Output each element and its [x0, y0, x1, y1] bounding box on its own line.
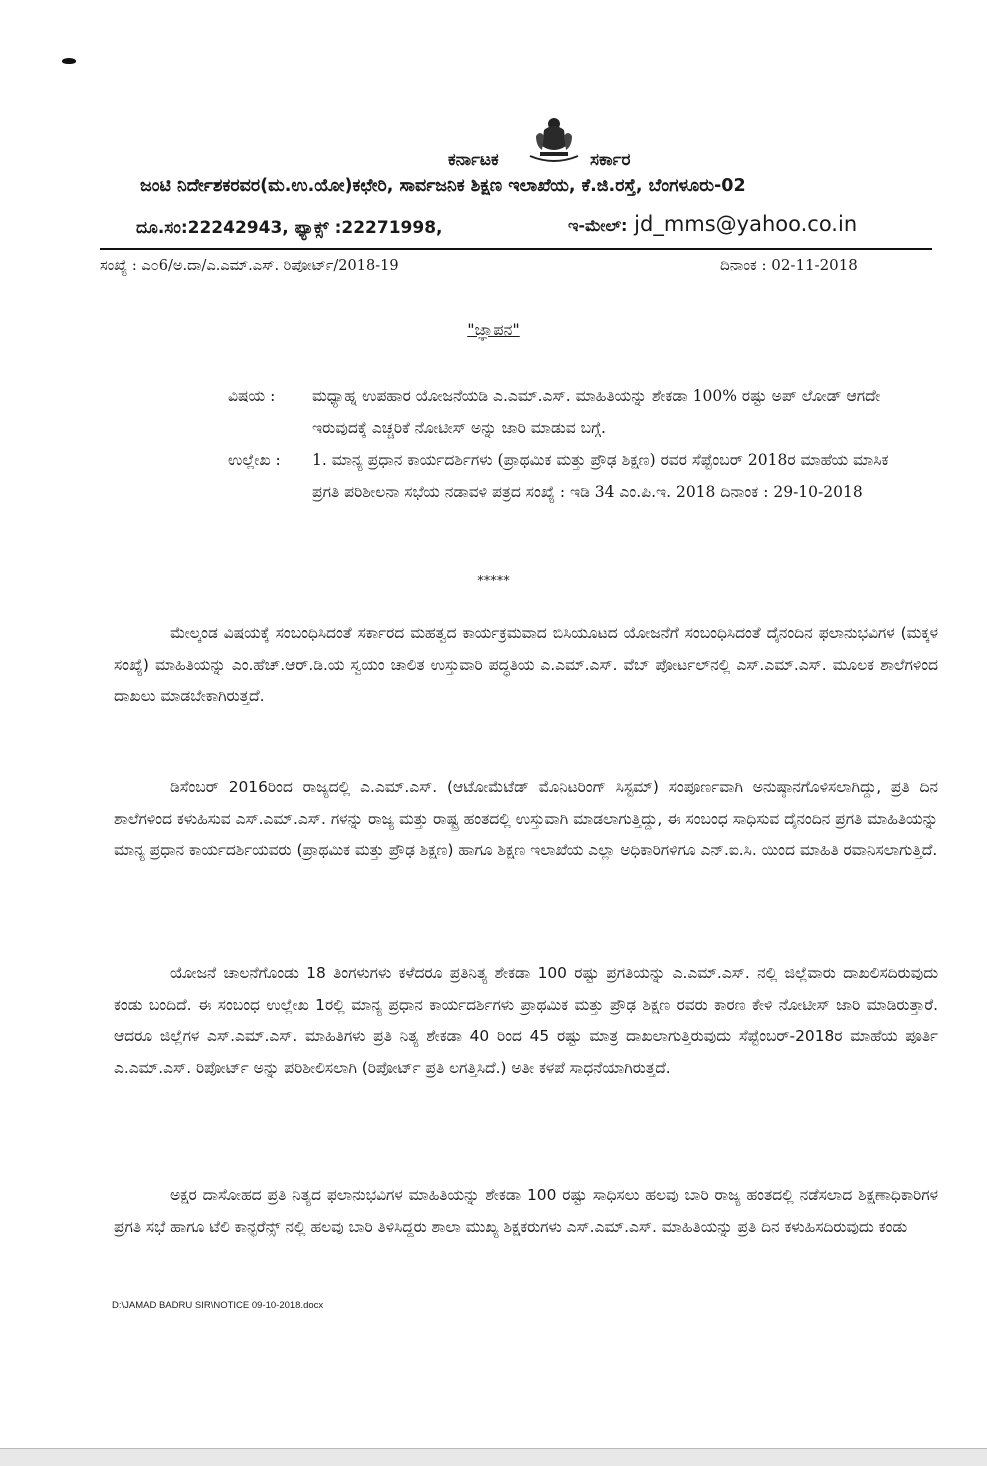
header-divider — [100, 248, 932, 250]
memo-title — [0, 320, 987, 340]
subject-text: ಮಧ್ಯಾಹ್ನ ಉಪಹಾರ ಯೋಜನೆಯಡಿ ಎ.ಎಮ್.ಎಸ್. ಮಾಹಿತಿಯನ್ನು ಶೇಕಡಾ 100% ರಷ್ಟು ಅಪ್ ಲೋಡ್ ಆಗದೇ ಇರುವುದಕ್ಕೆ ಎಚ್ಚರಿಕೆ ನೋಟೀಸ್ ಅನ್ನು ಜಾರಿ ಮಾಡುವ ಬಗ್ಗೆ. — [312, 387, 881, 437]
government-label-right: ಸರ್ಕಾರ — [590, 150, 631, 170]
office-address: ಜಂಟಿ ನಿರ್ದೇಶಕರವರ(ಮ.ಉ.ಯೋ)ಕಛೇರಿ, ಸಾರ್ವಜನಿಕ ಶಿಕ್ಷಣ ಇಲಾಖೆಯ, ಕೆ.ಜಿ.ರಸ್ತೆ, ಬೆಂಗಳೂರು-02 — [140, 176, 746, 196]
section-separator: ***** — [477, 574, 510, 589]
reference-text: 1. ಮಾನ್ಯ ಪ್ರಧಾನ ಕಾರ್ಯದರ್ಶಿಗಳು (ಪ್ರಾಥಮಿಕ ಮತ್ತು ಪ್ರೌಢ ಶಿಕ್ಷಣ) ರವರ ಸೆಪ್ಟೆಂಬರ್ 2018ರ ಮಾಹೆಯ ಮಾಸಿಕ ಪ್ರಗತಿ ಪರಿಶೀಲನಾ ಸಭೆಯ ನಡಾವಳಿ ಪತ್ರದ ಸಂಖ್ಯೆ : ಇಡಿ 34 ಎಂ.ಪಿ.ಇ. 2018 ದಿನಾಂಕ : 29-10-2018 — [312, 451, 889, 501]
reference-label: ಉಲ್ಲೇಖ : — [228, 451, 281, 469]
subject-block — [228, 380, 908, 508]
karnataka-emblem-icon — [528, 116, 580, 166]
body-paragraph-1: ಮೇಲ್ಕಂಡ ವಿಷಯಕ್ಕೆ ಸಂಬಂಧಿಸಿದಂತೆ ಸರ್ಕಾರದ ಮಹತ್ವದ ಕಾರ್ಯಕ್ರಮವಾದ ಬಿಸಿಯೂಟದ ಯೋಜನೆಗೆ ಸಂಬಂಧಿಸಿದಂತೆ ದೈನಂದಿನ ಫಲಾನುಭವಿಗಳ (ಮಕ್ಕಳ ಸಂಖ್ಯೆ) ಮಾಹಿತಿಯನ್ನು ಎಂ.ಹೆಚ್.ಆರ್.ಡಿ.ಯ ಸ್ವಯಂ ಚಾಲಿತ ಉಸ್ತುವಾರಿ ಪದ್ಧತಿಯ ಎ.ಎಮ್.ಎಸ್. ವೆಬ್ ಪೋರ್ಟಲ್‌ನಲ್ಲಿ ಎಸ್.ಎಮ್.ಎಸ್. ಮೂಲಕ ಶಾಲೆಗಳಿಂದ ದಾಖಲು ಮಾಡಬೇಕಾಗಿರುತ್ತದೆ. — [114, 624, 938, 705]
reference-number: ಸಂಖ್ಯೆ : ಎ೦6/ಅ.ದಾ/ಎ.ಎಮ್.ಎಸ್. ರಿಪೋರ್ಟ್/2018-19 — [100, 258, 399, 274]
phone-fax: ದೂ.ಸಂ:22242943, ಫ್ಯಾಕ್ಸ್ :22271998, — [136, 218, 443, 238]
file-path-footer: D:\JAMAD BADRU SIR\NOTICE 09-10-2018.docx — [112, 1300, 324, 1311]
reference-row — [228, 444, 908, 508]
body-paragraph-4: ಅಕ್ಷರ ದಾಸೋಹದ ಪ್ರತಿ ನಿತ್ಯದ ಫಲಾನುಭವಿಗಳ ಮಾಹಿತಿಯನ್ನು ಶೇಕಡಾ 100 ರಷ್ಟು ಸಾಧಿಸಲು ಹಲವು ಬಾರಿ ರಾಜ್ಯ ಹಂತದಲ್ಲಿ ನಡೆಸಲಾದ ಶಿಕ್ಷಣಾಧಿಕಾರಿಗಳ ಪ್ರಗತಿ ಸಭೆ ಹಾಗೂ ಟೆಲಿ ಕಾನ್ಫರೆನ್ಸ್ ನಲ್ಲಿ ಹಲವು ಬಾರಿ ತಿಳಿಸಿದ್ದರು ಶಾಲಾ ಮುಖ್ಯ ಶಿಕ್ಷಕರುಗಳು ಎಸ್.ಎಮ್.ಎಸ್. ಮಾಹಿತಿಯನ್ನು ಪ್ರತಿ ದಿನ ಕಳುಹಿಸದಿರುವುದು ಕಂಡು — [114, 1186, 938, 1236]
subject-row — [228, 380, 908, 444]
body-paragraph-2: ಡಿಸೆಂಬರ್ 2016ರಿಂದ ರಾಜ್ಯದಲ್ಲಿ ಎ.ಎಮ್.ಎಸ್. (ಆಟೋಮೆಟೆಡ್ ಮೊನಿಟರಿಂಗ್ ಸಿಸ್ಟಮ್) ಸಂಪೂರ್ಣವಾಗಿ ಅನುಷ್ಠಾನಗೊಳಿಸಲಾಗಿದ್ದು, ಪ್ರತಿ ದಿನ ಶಾಲೆಗಳಿಂದ ಕಳುಹಿಸುವ ಎಸ್.ಎಮ್.ಎಸ್. ಗಳನ್ನು ರಾಜ್ಯ ಮತ್ತು ರಾಷ್ಟ್ರ ಹಂತದಲ್ಲಿ ಉಸ್ತುವಾಗಿ ಮಾಡಲಾಗುತ್ತಿದ್ದು, ಈ ಸಂಬಂಧ ಸಾಧಿಸುವ ದೈನಂದಿನ ಪ್ರಗತಿ ಮಾಹಿತಿಯನ್ನು ಮಾನ್ಯ ಪ್ರಧಾನ ಕಾರ್ಯದರ್ಶಿಯವರು (ಪ್ರಾಥಮಿಕ ಮತ್ತು ಪ್ರೌಢ ಶಿಕ್ಷಣ) ಹಾಗೂ ಶಿಕ್ಷಣ ಇಲಾಖೆಯ ಎಲ್ಲಾ ಅಧಿಕಾರಿಗಳಿಗೂ ಎನ್.ಐ.ಸಿ. ಯಿಂದ ಮಾಹಿತಿ ರವಾನಿಸಲಾಗುತ್ತಿದೆ. — [114, 778, 938, 859]
email-line — [568, 212, 857, 236]
document-date: ದಿನಾಂಕ : 02-11-2018 — [720, 256, 858, 274]
scan-bottom-edge — [0, 1448, 987, 1466]
email-label: ಇ-ಮೇಲ್: — [568, 216, 628, 235]
scan-speck — [62, 58, 76, 64]
government-label-left: ಕರ್ನಾಟಕ — [448, 150, 499, 170]
memo-title-text: "ಜ್ಞಾಪನ" — [467, 320, 520, 339]
email-address: jd_mms@yahoo.co.in — [634, 212, 858, 236]
subject-label: ವಿಷಯ : — [228, 387, 276, 405]
body-paragraph-3: ಯೋಜನೆ ಚಾಲನೆಗೊಂಡು 18 ತಿಂಗಳುಗಳು ಕಳೆದರೂ ಪ್ರತಿನಿತ್ಯ ಶೇಕಡಾ 100 ರಷ್ಟು ಪ್ರಗತಿಯನ್ನು ಎ.ಎಮ್.ಎಸ್. ನಲ್ಲಿ ಜಿಲ್ಲೆವಾರು ದಾಖಲಿಸದಿರುವುದು ಕಂಡು ಬಂದಿದೆ. ಈ ಸಂಬಂಧ ಉಲ್ಲೇಖ 1ರಲ್ಲಿ ಮಾನ್ಯ ಪ್ರಧಾನ ಕಾರ್ಯದರ್ಶಿಗಳು ಪ್ರಾಥಮಿಕ ಮತ್ತು ಪ್ರೌಢ ಶಿಕ್ಷಣ ರವರು ಕಾರಣ ಕೇಳಿ ನೋಟೀಸ್ ಜಾರಿ ಮಾಡಿರುತ್ತಾರೆ. ಆದರೂ ಜಿಲ್ಲೆಗಳ ಎಸ್.ಎಮ್.ಎಸ್. ಮಾಹಿತಿಗಳು ಪ್ರತಿ ನಿತ್ಯ ಶೇಕಡಾ 40 ರಿಂದ 45 ರಷ್ಟು ಮಾತ್ರ ದಾಖಲಾಗುತ್ತಿರುವುದು ಸೆಪ್ಟೆಂಬರ್-2018ರ ಮಾಹೆಯ ಪೂರ್ತಿ ಎ.ಎಮ್.ಎಸ್. ರಿಪೋರ್ಟ್ ಅನ್ನು ಪರಿಶೀಲಿಸಲಾಗಿ (ರಿಪೋರ್ಟ್ ಪ್ರತಿ ಲಗತ್ತಿಸಿದೆ.) ಅತೀ ಕಳಪೆ ಸಾಧನೆಯಾಗಿರುತ್ತದೆ. — [114, 964, 938, 1077]
